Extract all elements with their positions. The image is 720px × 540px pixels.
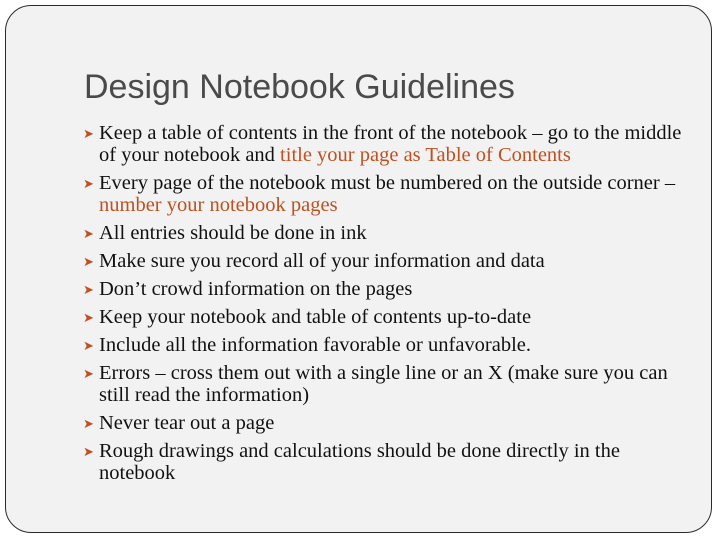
bullet-arrow-icon: ➤ [83,338,94,353]
bullet-arrow-icon: ➤ [83,444,94,459]
bullet-text: Make sure you record all of your information and data [99,250,545,272]
bullet-list [83,122,683,490]
bullet-item [83,250,683,272]
bullet-arrow-icon: ➤ [83,126,94,141]
bullet-highlight: number your notebook pages [99,194,338,216]
bullet-highlight: title your page as Table of Contents [280,144,571,166]
bullet-text: Rough drawings and calculations should be done directly in the notebook [99,440,620,484]
bullet-text: Every page of the notebook must be numbered on the outside corner – [99,172,676,194]
bullet-arrow-icon: ➤ [83,366,94,381]
bullet-text: Never tear out a page [99,412,275,434]
bullet-arrow-icon: ➤ [83,416,94,431]
bullet-text: Don’t crowd information on the pages [99,278,413,300]
bullet-item [83,362,683,406]
bullet-item [83,122,683,166]
bullet-item [83,334,683,356]
bullet-item [83,278,683,300]
slide-title: Design Notebook Guidelines [84,68,515,106]
bullet-arrow-icon: ➤ [83,310,94,325]
bullet-text: Errors – cross them out with a single line or an X (make sure you can still read the information) [99,362,668,406]
bullet-text: Include all the information favorable or unfavorable. [99,334,532,356]
bullet-arrow-icon: ➤ [83,254,94,269]
bullet-item [83,440,683,484]
bullet-item [83,306,683,328]
slide-frame [5,5,712,533]
bullet-item [83,412,683,434]
bullet-text: Keep a table of contents in the front of the notebook – go to the middle of your notebook and [99,122,682,166]
bullet-arrow-icon: ➤ [83,176,94,191]
bullet-arrow-icon: ➤ [83,282,94,297]
bullet-text: All entries should be done in ink [99,222,367,244]
bullet-arrow-icon: ➤ [83,226,94,241]
bullet-text: Keep your notebook and table of contents up-to-date [99,306,532,328]
bullet-item [83,222,683,244]
bullet-item [83,172,683,216]
